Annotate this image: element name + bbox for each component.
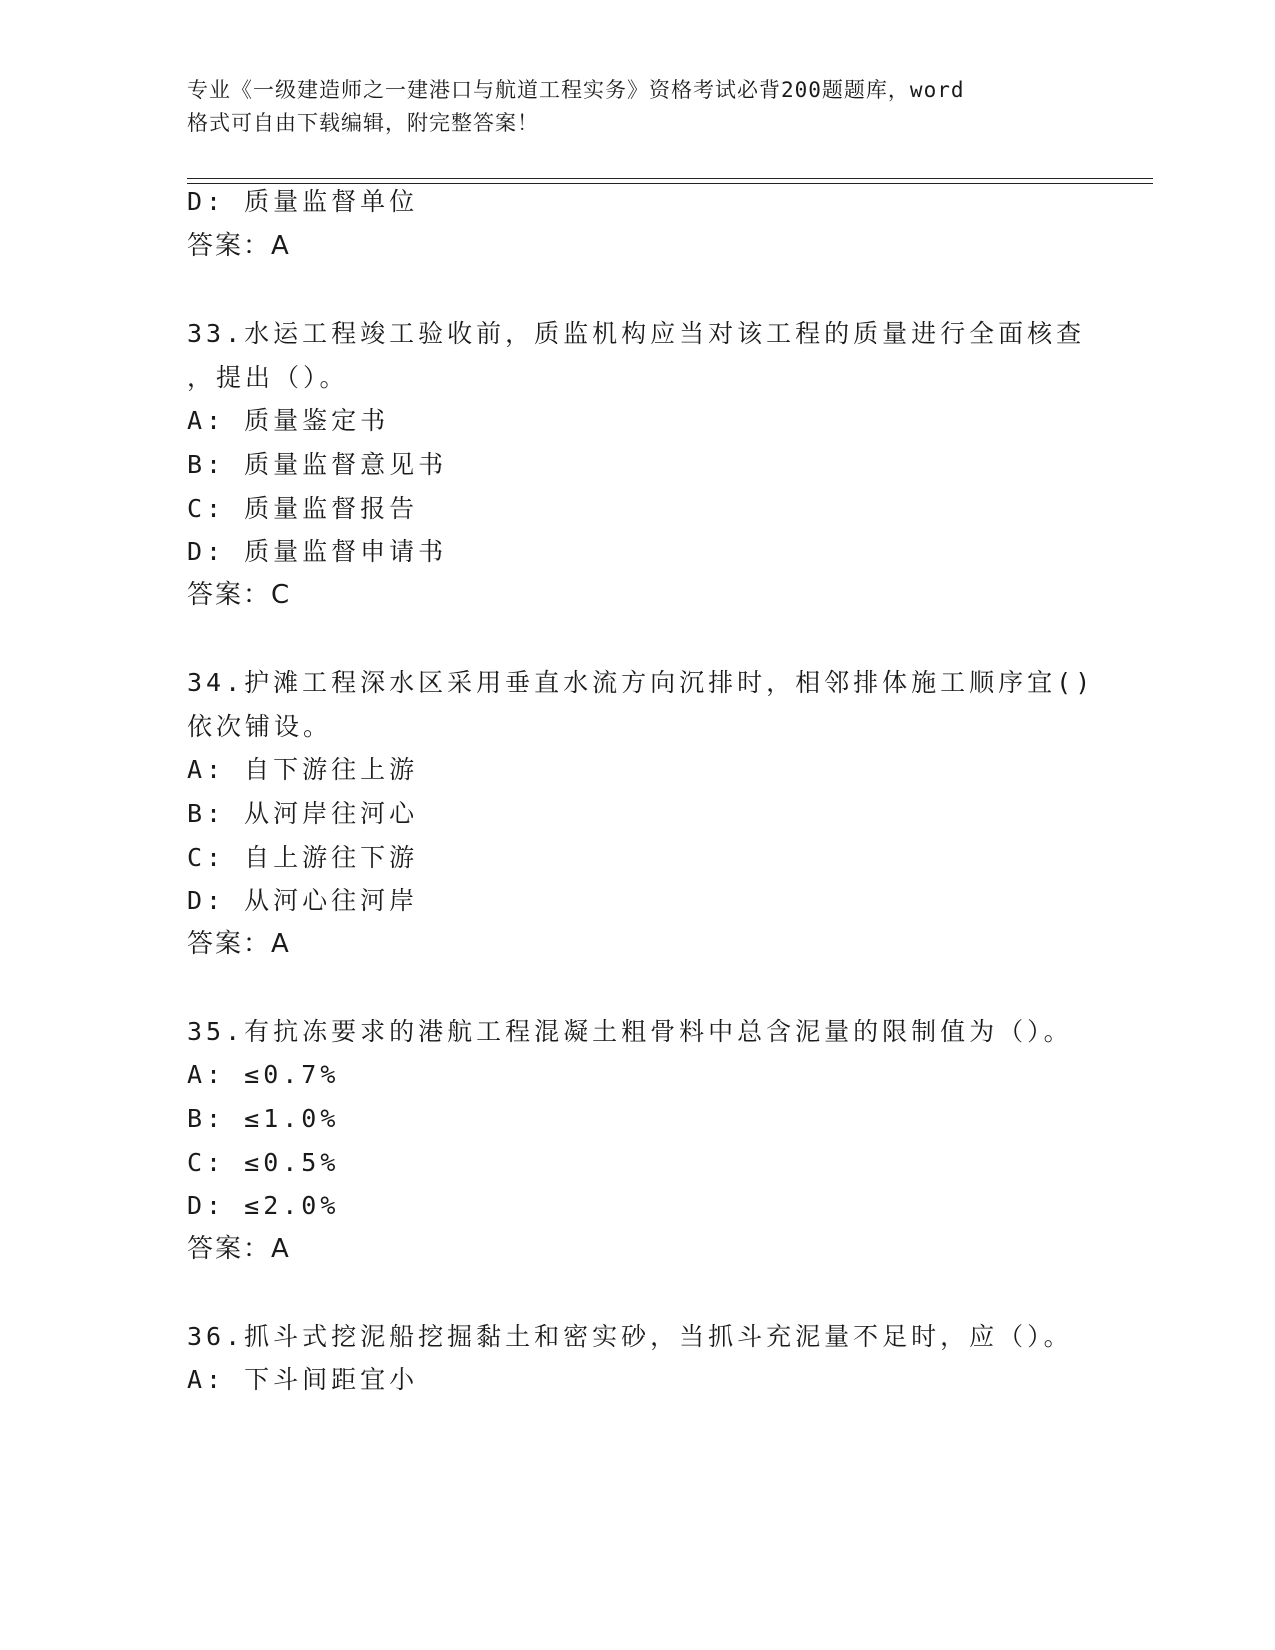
q35-option-d: D: ≤2.0% — [187, 1191, 340, 1220]
q36-option-a: A: 下斗间距宜小 — [187, 1365, 419, 1394]
q33-option-a: A: 质量鉴定书 — [187, 406, 390, 435]
q35-option-b: B: ≤1.0% — [187, 1104, 340, 1133]
q36-stem-line-1: 36.抓斗式挖泥船挖掘黏土和密实砂，当抓斗充泥量不足时，应（）。 — [187, 1322, 1073, 1351]
q34-option-a: A: 自下游往上游 — [187, 755, 419, 784]
prev-option-d: D: 质量监督单位 — [187, 187, 419, 216]
q34-option-d: D: 从河心往河岸 — [187, 886, 419, 915]
q33-stem-line-1: 33.水运工程竣工验收前，质监机构应当对该工程的质量进行全面核查 — [187, 319, 1086, 348]
document-header — [187, 74, 1067, 140]
q35-answer: 答案：A — [187, 1234, 291, 1264]
q33-option-c: C: 质量监督报告 — [187, 494, 419, 523]
q33-option-d: D: 质量监督申请书 — [187, 537, 448, 566]
q35-option-a: A: ≤0.7% — [187, 1060, 340, 1089]
q33-answer: 答案：C — [187, 580, 292, 610]
q34-stem-line-1: 34.护滩工程深水区采用垂直水流方向沉排时，相邻排体施工顺序宜() — [187, 668, 1095, 697]
q33-option-b: B: 质量监督意见书 — [187, 450, 448, 479]
header-line-1: 专业《一级建造师之一建港口与航道工程实务》资格考试必背200题题库，word — [187, 78, 965, 102]
q33-stem-line-2: ，提出（）。 — [187, 363, 349, 392]
header-divider-top — [187, 178, 1153, 179]
header-divider-bottom — [187, 183, 1153, 184]
header-line-2: 格式可自由下载编辑，附完整答案！ — [187, 111, 539, 135]
q34-answer: 答案：A — [187, 929, 291, 959]
q34-option-c: C: 自上游往下游 — [187, 843, 419, 872]
q34-stem-line-2: 依次铺设。 — [187, 712, 333, 741]
q35-stem-line-1: 35.有抗冻要求的港航工程混凝土粗骨料中总含泥量的限制值为（）。 — [187, 1017, 1073, 1046]
prev-answer: 答案：A — [187, 231, 291, 261]
q35-option-c: C: ≤0.5% — [187, 1148, 340, 1177]
q34-option-b: B: 从河岸往河心 — [187, 799, 419, 828]
